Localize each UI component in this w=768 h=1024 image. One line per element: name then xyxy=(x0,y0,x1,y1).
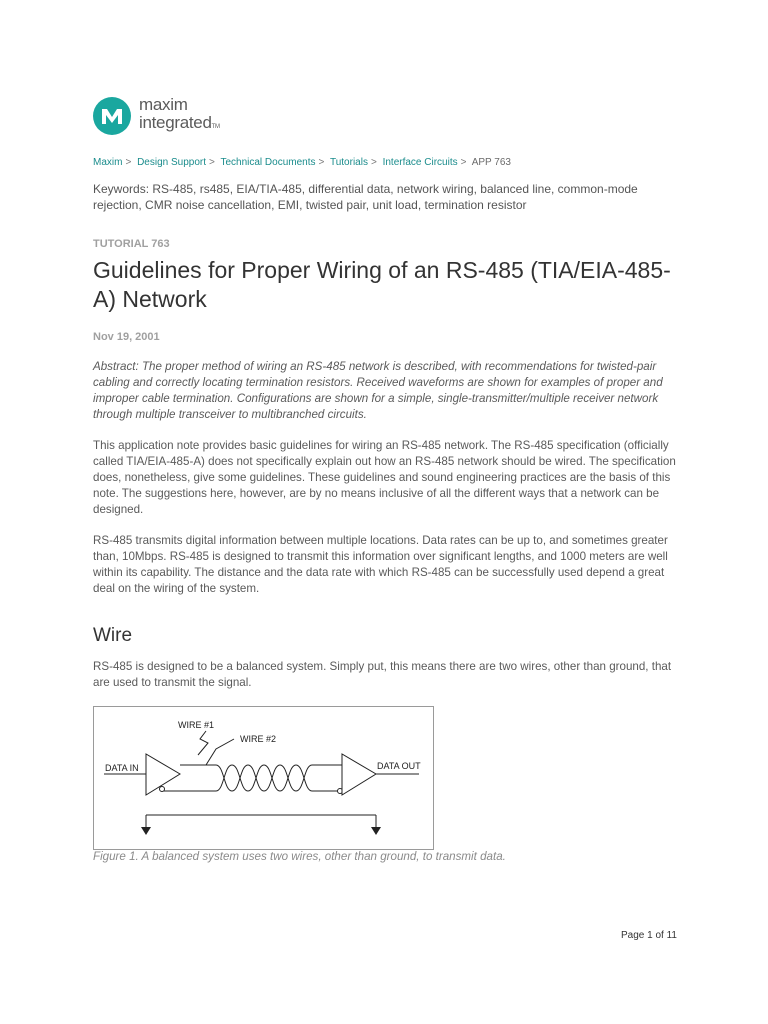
page-title: Guidelines for Proper Wiring of an RS-485 (TIA/EIA-485-A) Network xyxy=(93,257,671,312)
page-number: Page 1 of 11 xyxy=(621,930,677,941)
breadcrumb-separator: > xyxy=(125,157,132,168)
abstract: Abstract: The proper method of wiring an RS-485 network is described, with recommendations for twisted-pair cabling and correctly locating termination resistors. Received waveforms are shown for examples of proper and improper cable termination. Configurations are shown for a simple, single-transmitter/multiple receiver network through multiple transceiver to multibranched circuits. xyxy=(93,360,663,421)
label-data-out: DATA OUT xyxy=(377,761,421,771)
paragraph-wire: RS-485 is designed to be a balanced system. Simply put, this means there are two wires, other than ground, that are used to transmit the signal. xyxy=(93,660,672,689)
publish-date: Nov 19, 2001 xyxy=(93,331,160,343)
breadcrumb-separator: > xyxy=(209,157,215,168)
maxim-logo[interactable] xyxy=(93,96,220,136)
label-wire-1: WIRE #1 xyxy=(178,720,215,730)
figure-caption: Figure 1. A balanced system uses two wires, other than ground, to transmit data. xyxy=(93,850,506,863)
figure-diagram xyxy=(94,707,433,849)
maxim-logo-icon xyxy=(93,97,131,135)
breadcrumb-technical-documents[interactable]: Technical Documents xyxy=(220,157,316,168)
keywords: Keywords: RS-485, rs485, EIA/TIA-485, differential data, network wiring, balanced line, common-mode rejection, CMR noise cancellation, EMI, twisted pair, unit load, termination resistor xyxy=(93,182,638,212)
figure-balanced-system xyxy=(93,706,434,850)
paragraph-intro: This application note provides basic guidelines for wiring an RS-485 network. The RS-485 specification (officially called TIA/EIA-485-A) does not specifically explain out how an RS-485 network should be wired. The specification does, nonetheless, give some guidelines. These guidelines and sound engineering practices are the basis of this note. The suggestions here, however, are by no means inclusive of all the different ways that a network can be designed. xyxy=(93,439,676,516)
logo-line1: maxim xyxy=(139,95,188,114)
label-wire-2: WIRE #2 xyxy=(240,734,277,744)
logo-tm: TM xyxy=(211,124,220,130)
breadcrumb-separator: > xyxy=(370,157,377,168)
breadcrumb-separator: > xyxy=(318,157,325,168)
breadcrumb-interface-circuits[interactable]: Interface Circuits xyxy=(382,157,458,168)
label-data-in: DATA IN xyxy=(105,763,139,773)
logo-wordmark xyxy=(139,96,220,136)
logo-line2: integrated xyxy=(139,113,212,132)
tutorial-label: TUTORIAL 763 xyxy=(93,238,170,250)
paragraph-transmission: RS-485 transmits digital information between multiple locations. Data rates can be up to, and sometimes greater than, 10Mbps. RS-485 is designed to transmit this information over significant lengths, and 1000 meters are well within its capability. The distance and the data rate with which RS-485 can be successfully used depend a great deal on the wiring of the system. xyxy=(93,534,668,595)
breadcrumb-separator: > xyxy=(460,157,467,168)
section-heading-wire: Wire xyxy=(93,625,133,646)
breadcrumb-design-support[interactable]: Design Support xyxy=(137,157,207,168)
breadcrumb-current: APP 763 xyxy=(471,157,511,168)
breadcrumb-tutorials[interactable]: Tutorials xyxy=(329,157,368,168)
breadcrumb xyxy=(93,157,511,168)
breadcrumb-maxim[interactable]: Maxim xyxy=(93,157,123,168)
